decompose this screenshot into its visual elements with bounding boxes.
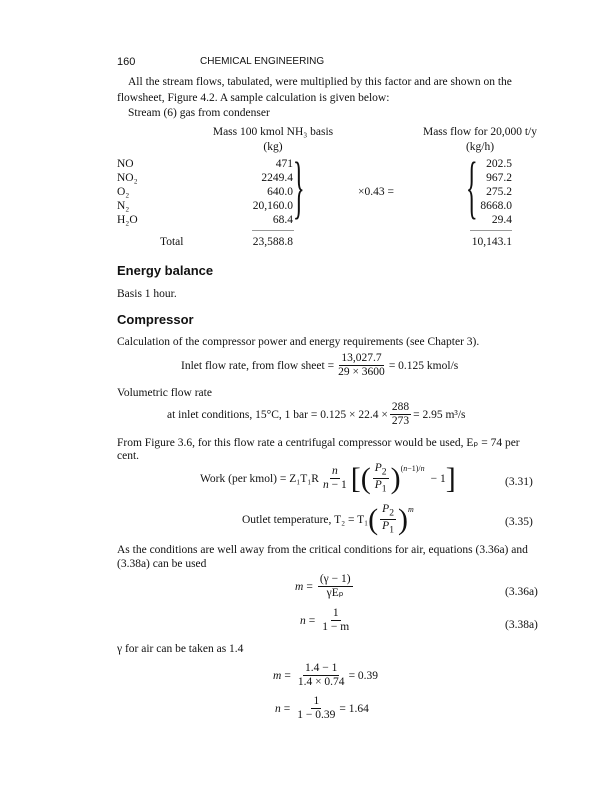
fraction xyxy=(373,462,389,496)
total-rule xyxy=(470,230,512,231)
running-title: CHEMICAL ENGINEERING xyxy=(200,56,325,67)
mass: 2249.4 xyxy=(261,172,293,184)
denominator: $P_1$ xyxy=(374,479,387,495)
basis-text: Basis 1 hour. xyxy=(117,288,177,300)
exponent: (n −1)/n xyxy=(400,464,425,473)
paragraph-line: γ for air can be taken as 1.4 xyxy=(117,643,244,655)
paragraph-line: cent. xyxy=(117,450,140,462)
left-brace: { xyxy=(465,149,478,226)
fraction xyxy=(321,465,349,492)
flow: 202.5 xyxy=(486,158,512,170)
denominator: γEₚ xyxy=(326,587,344,599)
variable-m: m xyxy=(273,669,282,682)
col2-unit: (kg/h) xyxy=(465,141,495,153)
paren: ( xyxy=(360,461,371,495)
col1-header: Mass 100 kmol NH₃ basis xyxy=(212,126,334,138)
paragraph-line: Calculation of the compressor power and energy requirements (see Chapter 3). xyxy=(117,336,480,348)
component: NO₂ xyxy=(117,172,138,184)
n-calculation xyxy=(275,695,369,722)
fraction xyxy=(320,607,351,634)
denominator: 273 xyxy=(391,415,410,427)
eq-label: at inlet conditions, 15°C, 1 bar = 0.125 × 22.4 × xyxy=(167,408,388,421)
section-heading: Energy balance xyxy=(117,263,214,278)
fraction xyxy=(390,401,411,428)
denominator: 1 − m xyxy=(322,621,350,633)
equals: = xyxy=(283,702,291,715)
equation-number: (3.36a) xyxy=(505,586,538,598)
denominator: 1 − 0.39 xyxy=(297,709,336,721)
eq-label: Inlet flow rate, from flow sheet = xyxy=(181,359,335,372)
denominator: $P_1$ xyxy=(382,520,394,536)
numerator: $P_2$ xyxy=(382,503,394,519)
total-rule xyxy=(252,230,294,231)
component: N₂ xyxy=(117,200,130,212)
eq-result: = 0.125 kmol/s xyxy=(388,359,459,372)
m-equation xyxy=(295,573,355,600)
mass: 20,160.0 xyxy=(252,200,293,212)
variable-m: m xyxy=(295,580,304,593)
total-flow: 10,143.1 xyxy=(471,236,512,248)
minus-one: − 1 xyxy=(430,472,446,485)
flow: 29.4 xyxy=(491,214,512,226)
m-calculation xyxy=(273,662,378,689)
denominator: 29 × 3600 xyxy=(338,366,385,378)
factor: ×0.43 = xyxy=(358,186,394,198)
equation-number: (3.35) xyxy=(505,516,533,528)
fraction xyxy=(296,662,347,689)
fraction xyxy=(336,352,387,379)
inlet-flow-equation xyxy=(181,352,458,379)
mass: 640.0 xyxy=(267,186,293,198)
fraction xyxy=(380,503,396,537)
variable-n: n xyxy=(275,702,281,715)
bracket: ] xyxy=(445,461,456,495)
eq-label: Work (per kmol) = Z₁T₁R xyxy=(200,472,319,485)
section-heading: Compressor xyxy=(117,312,194,327)
mass: 68.4 xyxy=(272,214,293,226)
paragraph-line: Volumetric flow rate xyxy=(117,387,212,399)
paragraph-line: flowsheet, Figure 4.2. A sample calculation is given below: xyxy=(117,92,390,104)
component: H₂O xyxy=(117,214,138,226)
volumetric-flow-equation xyxy=(167,401,466,428)
flow: 967.2 xyxy=(486,172,512,184)
col2-header: Mass flow for 20,000 t/y xyxy=(422,126,538,138)
right-brace: } xyxy=(292,149,305,226)
work-equation xyxy=(200,462,456,496)
numerator: $P_2$ xyxy=(374,462,387,478)
component: O₂ xyxy=(117,186,130,198)
equation-number: (3.38a) xyxy=(505,619,538,631)
numerator: 1.4 − 1 xyxy=(305,662,338,674)
paragraph-line: Stream (6) gas from condenser xyxy=(128,107,270,119)
equation-number: (3.31) xyxy=(505,476,533,488)
paragraph-line: As the conditions are well away from the critical conditions for air, equations (3.36a) and xyxy=(117,544,528,556)
numerator: 288 xyxy=(391,401,410,413)
variable-n: n xyxy=(300,614,306,627)
eq-result: = 2.95 m³/s xyxy=(413,408,466,421)
equals: = xyxy=(308,614,316,627)
paren: ) xyxy=(398,502,408,536)
flow: 275.2 xyxy=(486,186,512,198)
paren: ) xyxy=(390,461,401,495)
page-number: 160 xyxy=(117,56,136,68)
mass: 471 xyxy=(275,158,293,170)
flow: 8668.0 xyxy=(480,200,512,212)
paragraph-line: (3.38a) can be used xyxy=(117,558,207,570)
fraction xyxy=(295,695,337,722)
numerator: n xyxy=(331,465,338,478)
equals: = xyxy=(306,580,313,593)
paren: ( xyxy=(368,502,379,536)
col1-unit: (kg) xyxy=(263,141,283,153)
bracket: [ xyxy=(350,461,361,495)
numerator: 1 xyxy=(332,607,339,619)
denominator: 1.4 × 0.74 xyxy=(297,676,345,688)
n-equation xyxy=(300,607,353,634)
denominator: n − 1 xyxy=(322,479,347,492)
eq-result: = 1.64 xyxy=(339,702,369,715)
numerator: 13,027.7 xyxy=(341,352,382,364)
exponent: m xyxy=(408,505,414,514)
eq-label: Outlet temperature, T₂ = T₁ xyxy=(242,513,369,526)
component: NO xyxy=(117,158,134,170)
total-mass: 23,588.8 xyxy=(252,236,293,248)
eq-result: = 0.39 xyxy=(348,669,379,682)
paragraph-line: From Figure 3.6, for this flow rate a centrifugal compressor would be used, Eₚ = 74 per xyxy=(117,437,520,449)
outlet-temperature-equation xyxy=(242,503,414,537)
equals: = xyxy=(284,669,291,682)
numerator: 1 xyxy=(313,695,320,707)
paragraph-line: All the stream flows, tabulated, were multiplied by this factor and are shown on the xyxy=(128,76,512,88)
numerator: (γ − 1) xyxy=(319,573,351,585)
fraction xyxy=(318,573,353,600)
total-label: Total xyxy=(160,236,184,248)
